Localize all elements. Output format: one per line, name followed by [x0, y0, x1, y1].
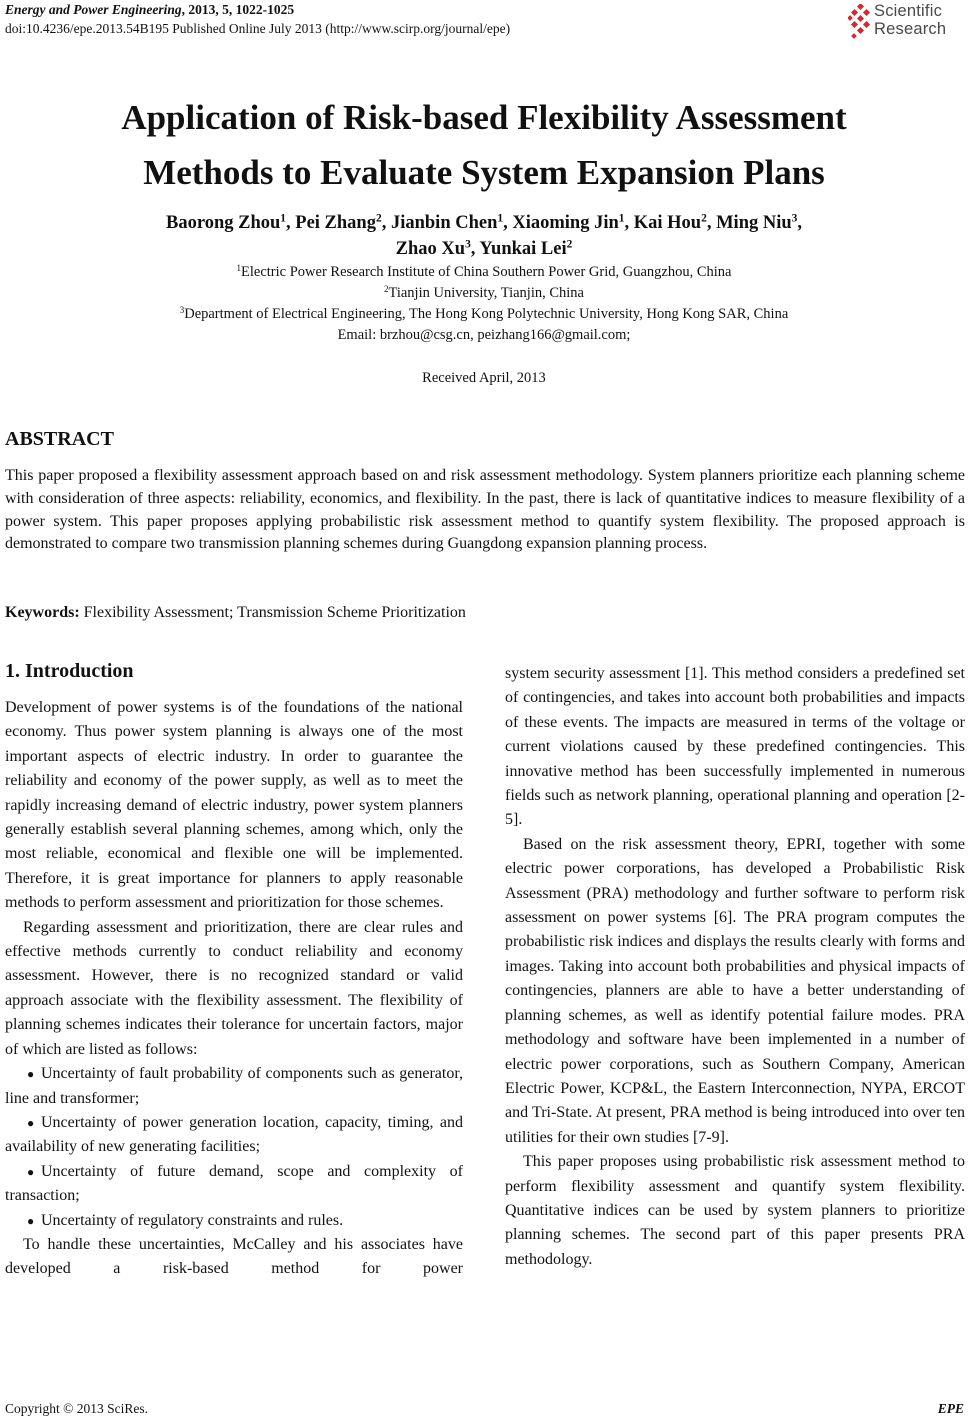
paragraph: To handle these uncertainties, McCalley and his associates have developed a risk-based method for power — [5, 1235, 463, 1278]
abstract-heading: ABSTRACT — [5, 428, 114, 450]
body-column-right — [505, 662, 965, 1272]
author-name: Kai Hou — [633, 213, 702, 233]
keywords — [5, 602, 466, 624]
publisher-logo — [848, 2, 968, 44]
title-line2: Methods to Evaluate System Expansion Plans — [143, 153, 825, 192]
list-item-text: Uncertainty of regulatory constraints and rules. — [41, 1211, 344, 1229]
author-name: Ming Niu — [716, 213, 792, 233]
author-name: Yunkai Lei — [479, 239, 567, 259]
author-list — [0, 210, 968, 262]
affiliation-3: $^3$Department of Electrical Engineering, The Hong Kong Polytechnic University, Hong Kong SAR, China — [179, 305, 789, 322]
author-line1: Baorong Zhou$^1$, Pei Zhang$^2$, Jianbin Chen$^1$, Xiaoming Jin$^1$, Kai Hou$^2$, Ming Niu$^3$, — [165, 212, 803, 233]
author-name: Jianbin Chen — [390, 213, 498, 233]
paragraph: Development of power systems is of the foundations of the national economy. Thus power system planning is always one of the most important aspects of electric industry. In order to guarantee the reliability and economy of the power supply, as well as to meet the rapidly increasing demand of electric industry, power system planners generally establish several planning schemes, among which, only the most reliable, economical and flexible one will be implemented. Therefore, it is great importance for planners to apply reasonable methods to perform assessment and prioritization for those schemes. — [5, 699, 463, 912]
journal-name: Energy and Power Engineering — [5, 2, 182, 17]
abstract-text: This paper proposed a flexibility assessment approach based on and risk assessment methodology. System planners prioritize each planning scheme with consideration of three aspects: reliability, economics, and flexibility. In the past, there is lack of quantitative indices to measure flexibility of a power system. This paper proposes applying probabilistic risk assessment method to quantify system flexibility. The proposed approach is demonstrated to compare two transmission planning schemes during Guangdong expansion planning process. — [5, 467, 965, 553]
author-affiliation-mark: 2 — [375, 212, 382, 225]
author-name: Baorong Zhou — [165, 213, 281, 233]
keywords-text: Flexibility Assessment; Transmission Scheme Prioritization — [79, 604, 466, 621]
author-affiliation-mark: 1 — [497, 212, 504, 225]
bullet-icon: ● — [27, 1164, 35, 1179]
bullet-icon: ● — [27, 1213, 35, 1228]
author-name: Pei Zhang — [295, 213, 376, 233]
paragraph: This paper proposes using probabilistic risk assessment method to perform flexibility assessment and quantify system flexibility. Quantitative indices can be used by system planners to prioritize planning schemes. The second part of this paper presents PRA methodology. — [505, 1153, 965, 1268]
logo-wordmark — [874, 2, 946, 38]
scirp-dots-logo-icon — [848, 4, 872, 40]
list-item — [5, 1209, 463, 1233]
author-affiliation-mark: 1 — [618, 212, 625, 225]
author-line2: Zhao Xu$^3$, Yunkai Lei$^2$ — [395, 238, 573, 259]
author-affiliation-mark: 2 — [701, 212, 707, 225]
list-item-text: Uncertainty of fault probability of components such as generator, line and transformer; — [5, 1065, 463, 1107]
journal-volume: , 2013, 5, 1022-1025 — [181, 2, 295, 17]
author-affiliation-mark: 3 — [791, 212, 798, 225]
author-name: Zhao Xu — [395, 239, 466, 259]
affiliation-2: $^2$Tianjin University, Tianjin, China — [383, 284, 584, 301]
author-affiliation-mark: 2 — [566, 238, 573, 251]
received-date: Received April, 2013 — [422, 370, 546, 386]
bullet-icon: ● — [27, 1115, 35, 1130]
author-affiliation-mark: 3 — [465, 238, 471, 251]
body-column-left — [5, 658, 463, 1282]
bullet-icon: ● — [27, 1067, 35, 1082]
author-name: Xiaoming Jin — [512, 213, 619, 233]
author-affiliation-mark: 1 — [280, 212, 287, 225]
affiliation-1: $^1$Electric Power Research Institute of China Southern Power Grid, Guangzhou, China — [236, 263, 732, 280]
list-item — [5, 1160, 463, 1209]
logo-line1: Scientific — [874, 2, 943, 20]
list-item-text: Uncertainty of future demand, scope and complexity of transaction; — [5, 1162, 463, 1205]
list-item-text: Uncertainty of power generation location, capacity, timing, and availability of new generating facilities; — [5, 1113, 463, 1156]
list-item — [5, 1062, 463, 1111]
section-heading: 1. Introduction — [5, 660, 134, 682]
running-header — [5, 0, 510, 38]
title-line1: Application of Risk-based Flexibility Assessment — [121, 98, 847, 137]
email-line: Email: brzhou@csg.cn, peizhang166@gmail.com; — [337, 327, 631, 343]
paragraph: Regarding assessment and prioritization, there are clear rules and effective methods currently to conduct reliability and economy assessment. However, there is no recognized standard or valid approach associate with the flexibility assessment. The flexibility of planning schemes indicates their tolerance for uncertain factors, major of which are listed as follows: — [5, 918, 463, 1058]
keywords-label: Keywords: — [5, 604, 80, 621]
journal-abbreviation: EPE — [937, 1401, 964, 1416]
affiliations — [0, 262, 968, 346]
journal-citation — [5, 0, 510, 19]
paper-title — [0, 90, 968, 200]
doi-line: doi:10.4236/epe.2013.54B195 Published Online July 2013 (http://www.scirp.org/journal/epe) — [5, 21, 511, 36]
list-item — [5, 1111, 463, 1160]
paragraph: Based on the risk assessment theory, EPRI, together with some electric power corporations, has developed a Probabilistic Risk Assessment (PRA) methodology and further software to perform risk assessment on power systems [6]. The PRA program computes the probabilistic risk indices and displays the results clearly with forms and images. Taking into account both probabilities and physical impacts of contingencies, planners are able to have a better understanding of planning schemes, as well as identify potential failure modes. PRA methodology and software have been implemented in a number of electric power corporations, such as Southern Company, American Electric Power, KCP&L, the Eastern Interconnection, NYPA, ERCOT and Tri-State. At present, PRA method is being introduced into over ten utilities for their own studies [7-9]. — [505, 835, 965, 1146]
paragraph-continued: system security assessment [1]. This method considers a predefined set of contingencies, and takes into account both probabilities and impacts of these events. The impacts are measured in terms of the voltage or current violations caused by these predefined contingencies. This innovative method has been successfully implemented in numerous fields such as network planning, operational planning and operation [2-5]. — [505, 665, 965, 829]
logo-line2: Research — [874, 20, 947, 38]
copyright: Copyright © 2013 SciRes. — [5, 1401, 149, 1416]
